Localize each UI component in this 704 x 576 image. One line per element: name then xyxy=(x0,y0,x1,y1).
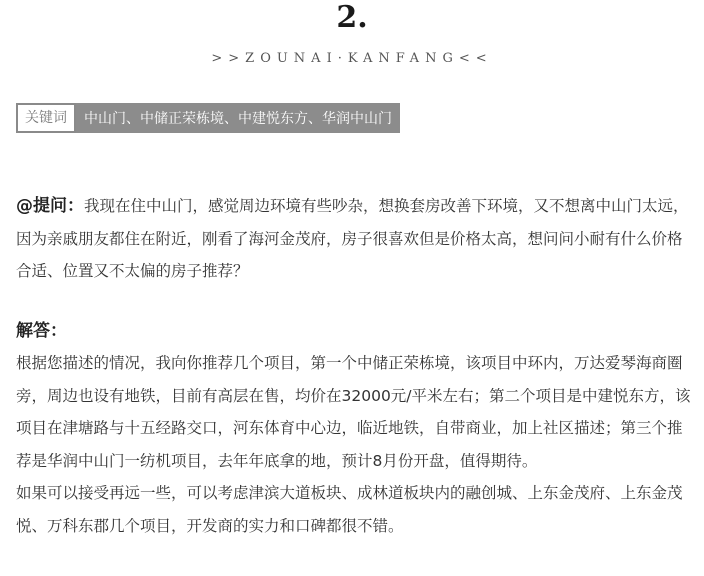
answer-paragraph-1: 根据您描述的情况，我向你推荐几个项目，第一个中储正荣栋境，该项目中环内，万达爱琴海商圈旁，周边也设有地铁，目前有高层在售，均价在32000元/平米左右；第二个项目是中建悦东方，该项目在津塘路与十五经路交口，河东体育中心边，临近地铁，自带商业，加上社区描述；第三个推荐是华润中山门一纺机项目，去年年底拿的地，预计8月份开盘，值得期待。 xyxy=(16,354,691,470)
question-text: 我现在住中山门，感觉周边环境有些吵杂，想换套房改善下环境，又不想离中山门太远，因为亲戚朋友都住在附近，刚看了海河金茂府，房子很喜欢但是价格太高，想问问小耐有什么价格合适、位置又不太偏的房子推荐？ xyxy=(16,197,689,280)
section-subtitle: >>ZOUNAI·KANFANG<< xyxy=(211,51,493,66)
answer-heading xyxy=(16,315,67,347)
answer-paragraph-2: 如果可以接受再远一些，可以考虑津滨大道板块、成林道板块内的融创城、上东金茂府、上东金茂悦、万科东郡几个项目，开发商的实力和口碑都很不错。 xyxy=(16,484,683,535)
question-block xyxy=(16,190,692,288)
answer-block xyxy=(16,347,692,542)
keyword-label: 关键词 xyxy=(16,103,76,133)
keyword-bar xyxy=(16,103,400,131)
keyword-value: 中山门、中储正荣栋境、中建悦东方、华润中山门 xyxy=(76,103,400,133)
answer-label: 解答： xyxy=(16,321,67,341)
section-number: 2. xyxy=(336,0,368,35)
question-label: @提问： xyxy=(16,196,84,216)
